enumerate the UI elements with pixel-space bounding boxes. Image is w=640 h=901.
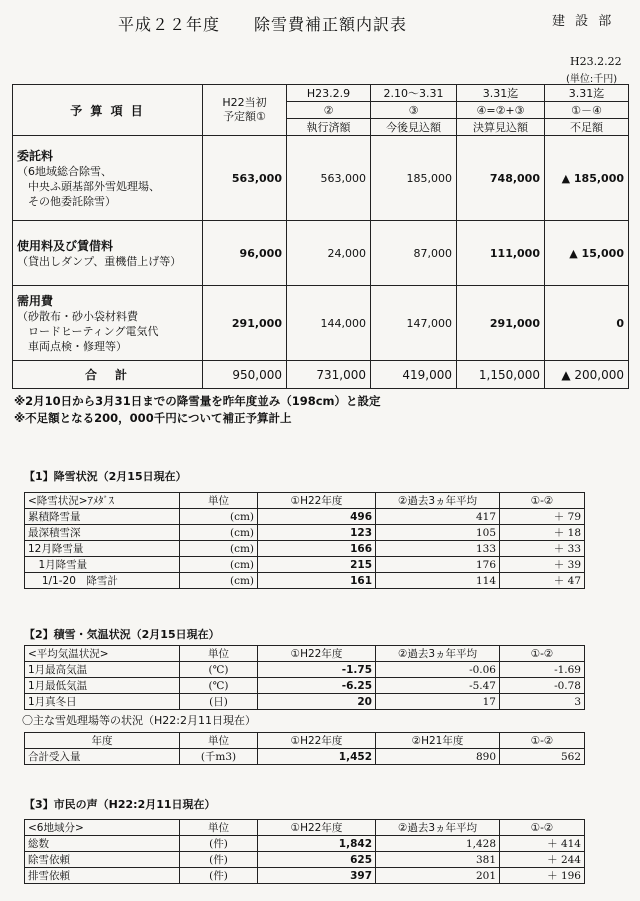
row-value-average: 417 [376, 509, 500, 525]
row-value-current: 625 [258, 852, 376, 868]
row-unit: (日) [180, 694, 258, 710]
row-value-average: 1,428 [376, 836, 500, 852]
row-value-current: 20 [258, 694, 376, 710]
row-label: 1月最高気温 [25, 662, 180, 678]
col-header: <6地域分> [25, 820, 180, 836]
citizen-voice-table [24, 819, 585, 884]
row-unit: (cm) [180, 541, 258, 557]
total-label: 合 計 [13, 361, 203, 389]
cell-budget: 291,000 [203, 286, 287, 361]
table-row [25, 836, 585, 852]
col-header: ②過去3ヵ年平均 [376, 820, 500, 836]
header-col4-formula: ④=②+③ [457, 102, 545, 119]
budget-breakdown-table [12, 84, 629, 389]
disposal-site-table [24, 732, 585, 765]
row-diff: -1.69 [500, 662, 585, 678]
row-value-current: 123 [258, 525, 376, 541]
cell-budget: 96,000 [203, 221, 287, 286]
table-row [25, 662, 585, 678]
cell-future: 185,000 [371, 136, 457, 221]
total-row [13, 361, 629, 389]
row-value-previous: 890 [376, 749, 500, 765]
table-row [25, 509, 585, 525]
row-value-current: 496 [258, 509, 376, 525]
table-row [25, 694, 585, 710]
row-label: 総数 [25, 836, 180, 852]
row-value-average: 201 [376, 868, 500, 884]
table-row [25, 678, 585, 694]
header-col5-formula: ①－④ [545, 102, 629, 119]
col-header: 単位 [180, 733, 258, 749]
cell-executed: 24,000 [287, 221, 371, 286]
total-budget: 950,000 [203, 361, 287, 389]
row-unit: (千m3) [180, 749, 258, 765]
row-diff: ＋ 244 [500, 852, 585, 868]
row-value-average: 133 [376, 541, 500, 557]
table-row [25, 541, 585, 557]
cell-future: 87,000 [371, 221, 457, 286]
table-row [25, 573, 585, 589]
header-col2-num: ② [287, 102, 371, 119]
table-row [25, 868, 585, 884]
row-diff: 562 [500, 749, 585, 765]
cell-executed: 144,000 [287, 286, 371, 361]
cell-shortfall: ▲ 185,000 [545, 136, 629, 221]
row-unit: (℃) [180, 678, 258, 694]
header-col5-period: 3.31迄 [545, 85, 629, 102]
cell-settlement: 748,000 [457, 136, 545, 221]
section2-heading: 【2】積雪・気温状況（2月15日現在） [24, 628, 220, 641]
table-row [13, 136, 629, 221]
cell-executed: 563,000 [287, 136, 371, 221]
col-header: ②過去3ヵ年平均 [376, 493, 500, 509]
header-settlement: 決算見込額 [457, 119, 545, 136]
row-label: 1月真冬日 [25, 694, 180, 710]
row-unit: (件) [180, 836, 258, 852]
item-name: 使用料及び賃借料 [17, 239, 114, 253]
col-header: ①-② [500, 820, 585, 836]
header-col3-num: ③ [371, 102, 457, 119]
header-col4-period: 3.31迄 [457, 85, 545, 102]
table-row [13, 286, 629, 361]
header-col2-date: H23.2.9 [287, 85, 371, 102]
col-header: ①H22年度 [258, 820, 376, 836]
col-header: ①H22年度 [258, 493, 376, 509]
row-diff: ＋ 414 [500, 836, 585, 852]
header-col3-period: 2.10～3.31 [371, 85, 457, 102]
row-diff: ＋ 196 [500, 868, 585, 884]
table-row [25, 557, 585, 573]
col-header: ①-② [500, 733, 585, 749]
header-budget-item: 予 算 項 目 [13, 85, 203, 136]
row-value-average: -5.47 [376, 678, 500, 694]
row-label: 合計受入量 [25, 749, 180, 765]
col-header: ②過去3ヵ年平均 [376, 646, 500, 662]
row-diff: -0.78 [500, 678, 585, 694]
item-name: 委託料 [17, 149, 54, 163]
row-value-current: -1.75 [258, 662, 376, 678]
disposal-site-heading: 〇主な雪処理場等の状況（H22:2月11日現在） [22, 714, 256, 727]
col-header: 単位 [180, 493, 258, 509]
department-label: 建 設 部 [552, 14, 615, 29]
total-future: 419,000 [371, 361, 457, 389]
col-header: ①H22年度 [258, 733, 376, 749]
cell-shortfall: ▲ 15,000 [545, 221, 629, 286]
table-row [25, 852, 585, 868]
col-header: ②H21年度 [376, 733, 500, 749]
temperature-table [24, 645, 585, 710]
item-name: 需用費 [17, 294, 54, 308]
row-label: 12月降雪量 [25, 541, 180, 557]
total-executed: 731,000 [287, 361, 371, 389]
row-value-current: 1,452 [258, 749, 376, 765]
row-diff: ＋ 33 [500, 541, 585, 557]
cell-settlement: 111,000 [457, 221, 545, 286]
row-value-average: -0.06 [376, 662, 500, 678]
row-diff: ＋ 39 [500, 557, 585, 573]
col-header: 年度 [25, 733, 180, 749]
row-value-current: 1,842 [258, 836, 376, 852]
total-shortfall: ▲ 200,000 [545, 361, 629, 389]
row-label: 累積降雪量 [25, 509, 180, 525]
row-unit: (件) [180, 868, 258, 884]
col-header: ①H22年度 [258, 646, 376, 662]
cell-settlement: 291,000 [457, 286, 545, 361]
row-item [13, 221, 203, 286]
item-detail: （貸出しダンプ、重機借上げ等） [17, 255, 182, 268]
row-item [13, 286, 203, 361]
cell-future: 147,000 [371, 286, 457, 361]
row-label: 1月最低気温 [25, 678, 180, 694]
header-initial-budget: H22当初 予定額① [203, 85, 287, 136]
unit-label: (単位:千円) [566, 74, 618, 85]
row-unit: (cm) [180, 525, 258, 541]
cell-budget: 563,000 [203, 136, 287, 221]
notes [14, 393, 381, 427]
row-label: 1/1-20 降雪計 [25, 573, 180, 589]
row-diff: ＋ 47 [500, 573, 585, 589]
total-settlement: 1,150,000 [457, 361, 545, 389]
note-line: ※2月10日から3月31日までの降雪量を昨年度並み（198cm）と設定 [14, 394, 381, 408]
section1-heading: 【1】降雪状況（2月15日現在） [24, 470, 187, 483]
row-value-average: 381 [376, 852, 500, 868]
row-label: 排雪依頼 [25, 868, 180, 884]
row-unit: (件) [180, 852, 258, 868]
section3-heading: 【3】市民の声（H22:2月11日現在） [24, 798, 216, 811]
table-row [25, 749, 585, 765]
row-unit: (℃) [180, 662, 258, 678]
col-header: <平均気温状況> [25, 646, 180, 662]
col-header: 単位 [180, 820, 258, 836]
item-detail: （6地域総合除雪、 中央ふ頭基部外雪処理場、 その他委託除雪） [17, 165, 160, 208]
header-shortfall: 不足額 [545, 119, 629, 136]
row-value-current: 397 [258, 868, 376, 884]
row-value-current: -6.25 [258, 678, 376, 694]
table-row [25, 525, 585, 541]
header-future: 今後見込額 [371, 119, 457, 136]
col-header: <降雪状況>ｱﾒﾀﾞｽ [25, 493, 180, 509]
row-value-average: 105 [376, 525, 500, 541]
document-date: H23.2.22 [570, 55, 622, 68]
row-unit: (cm) [180, 509, 258, 525]
row-label: 最深積雪深 [25, 525, 180, 541]
row-diff: ＋ 18 [500, 525, 585, 541]
row-label: 除雪依頼 [25, 852, 180, 868]
note-line: ※不足額となる200，000千円について補正予算計上 [14, 411, 292, 425]
row-value-current: 161 [258, 573, 376, 589]
item-detail: （砂散布・砂小袋材料費 ロードヒーティング電気代 車両点検・修理等） [17, 310, 159, 353]
row-value-average: 176 [376, 557, 500, 573]
row-item [13, 136, 203, 221]
row-value-current: 166 [258, 541, 376, 557]
row-value-average: 114 [376, 573, 500, 589]
document-title: 平成２２年度 除雪費補正額内訳表 [118, 15, 408, 34]
cell-shortfall: 0 [545, 286, 629, 361]
snowfall-table [24, 492, 585, 589]
row-unit: (cm) [180, 557, 258, 573]
row-diff: 3 [500, 694, 585, 710]
col-header: 単位 [180, 646, 258, 662]
row-value-average: 17 [376, 694, 500, 710]
row-unit: (cm) [180, 573, 258, 589]
table-row [13, 221, 629, 286]
col-header: ①-② [500, 493, 585, 509]
row-diff: ＋ 79 [500, 509, 585, 525]
row-value-current: 215 [258, 557, 376, 573]
row-label: 1月降雪量 [25, 557, 180, 573]
col-header: ①-② [500, 646, 585, 662]
header-executed: 執行済額 [287, 119, 371, 136]
